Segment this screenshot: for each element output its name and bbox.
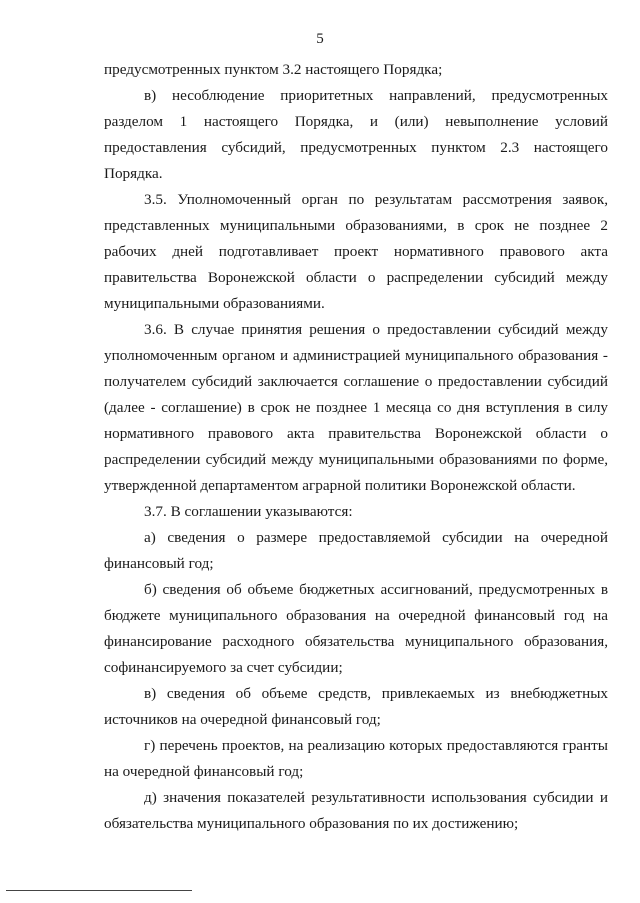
paragraph-3-7: 3.7. В соглашении указываются:: [144, 503, 353, 520]
paragraph-item-g: г) перечень проектов, на реализацию которых предоставляются гранты на очередной финансовый год;: [104, 737, 608, 780]
document-body: [104, 57, 608, 837]
paragraph-item-v: в) несоблюдение приоритетных направлений, предусмотренных разделом 1 настоящего Порядка, и (или) невыполнение условий предоставления субсидий, предусмотренных пунктом 2.3 настоящего Порядка.: [104, 87, 608, 182]
paragraph-item-v2: в) сведения об объеме средств, привлекаемых из внебюджетных источников на очередной финансовый год;: [104, 685, 608, 728]
paragraph-item-d: д) значения показателей результативности использования субсидии и обязательства муниципального образования по их достижению;: [104, 789, 608, 832]
paragraph-item-a: а) сведения о размере предоставляемой субсидии на очередной финансовый год;: [104, 529, 608, 572]
paragraph-item-b: б) сведения об объеме бюджетных ассигнований, предусмотренных в бюджете муниципального образования на очередной финансовый год на финансирование расходного обязательства муниципального образования, софинансируемого за счет субсидии;: [104, 581, 608, 676]
paragraph-continuation: предусмотренных пунктом 3.2 настоящего Порядка;: [104, 61, 443, 78]
page-number: 5: [316, 31, 324, 47]
footer-rule: [6, 890, 192, 891]
paragraph-3-5: 3.5. Уполномоченный орган по результатам рассмотрения заявок, представленных муниципальными образованиями, в срок не позднее 2 рабочих дней подготавливает проект нормативного правового акта правительства Воронежской области о распределении субсидий между муниципальными образованиями.: [104, 191, 608, 312]
paragraph-3-6: 3.6. В случае принятия решения о предоставлении субсидий между уполномоченным органом и администрацией муниципального образования - получателем субсидий заключается соглашение о предоставлении субсидий (далее - соглашение) в срок не позднее 1 месяца со дня вступления в силу нормативного правового акта правительства Воронежской области о распределении субсидий между муниципальными образованиями по форме, утвержденной департаментом аграрной политики Воронежской области.: [104, 321, 608, 494]
